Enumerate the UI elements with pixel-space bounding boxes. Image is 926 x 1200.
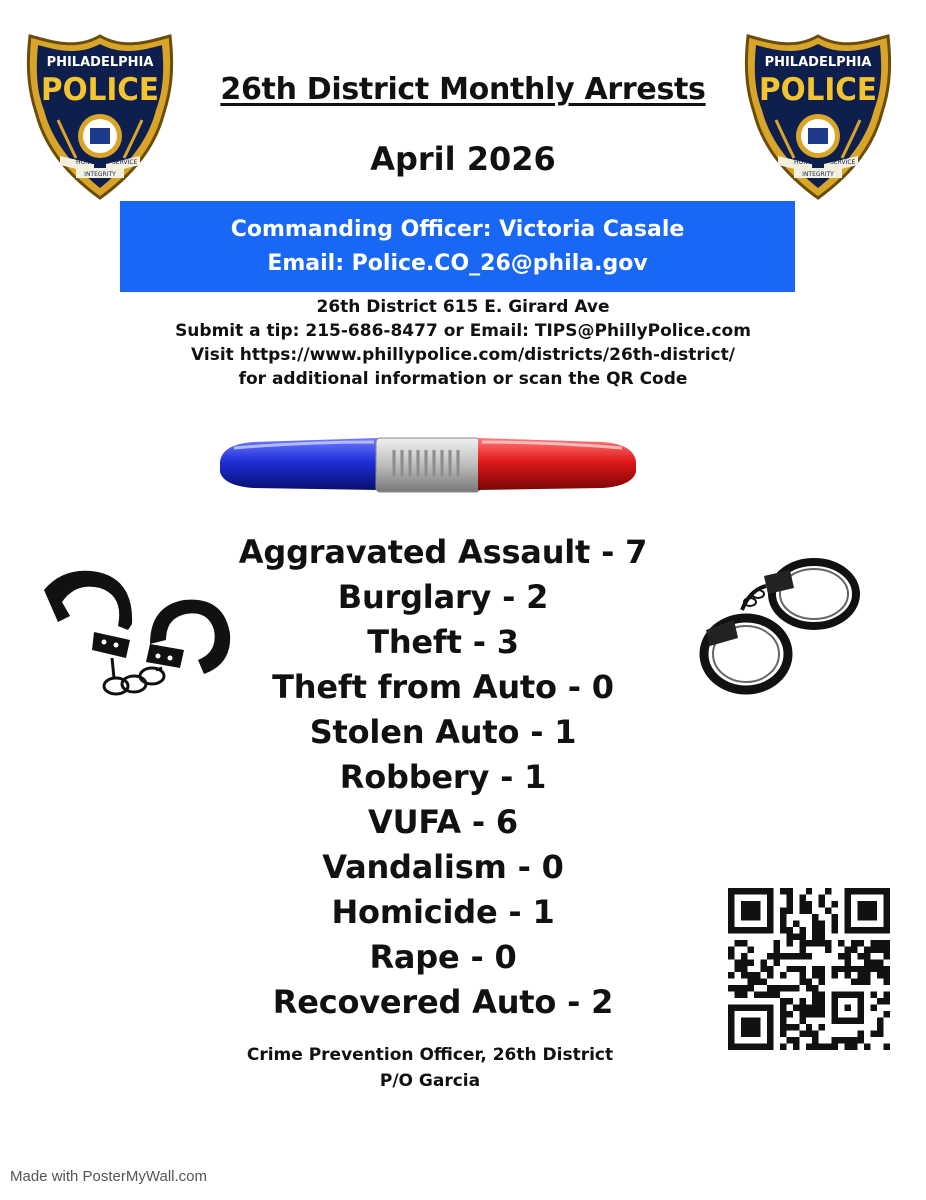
made-with-credit[interactable]: Made with PosterMyWall.com bbox=[10, 1168, 207, 1185]
badge-line2: POLICE bbox=[759, 72, 877, 108]
commanding-officer-email: Email: Police.CO_26@phila.gov bbox=[267, 250, 648, 276]
commanding-officer-line: Commanding Officer: Victoria Casale bbox=[230, 216, 685, 242]
crime-prevention-officer-title: Crime Prevention Officer, 26th District bbox=[246, 1045, 614, 1065]
badge-left-word: HONOR bbox=[794, 159, 817, 166]
badge-left-word: HONOR bbox=[76, 159, 99, 166]
arrest-item: Theft - 3 bbox=[367, 623, 519, 661]
report-month: April 2026 bbox=[370, 140, 556, 178]
arrest-item: Homicide - 1 bbox=[331, 893, 555, 931]
tip-line: Submit a tip: 215-686-8477 or Email: TIPS@PhillyPolice.com bbox=[175, 321, 751, 341]
qr-code-icon[interactable] bbox=[728, 888, 890, 1050]
badge-right-word: SERVICE bbox=[112, 159, 138, 166]
arrest-item: Rape - 0 bbox=[369, 938, 517, 976]
commanding-officer-banner bbox=[120, 201, 795, 292]
badge-line1: PHILADELPHIA bbox=[764, 55, 872, 70]
district-address: 26th District 615 E. Girard Ave bbox=[316, 297, 610, 317]
police-lightbar-icon bbox=[214, 432, 642, 496]
badge-line2: POLICE bbox=[41, 72, 159, 108]
arrest-item: Vandalism - 0 bbox=[322, 848, 564, 886]
badge-line1: PHILADELPHIA bbox=[46, 55, 154, 70]
handcuffs-right-icon bbox=[694, 550, 864, 700]
crime-prevention-officer-name: P/O Garcia bbox=[379, 1071, 481, 1091]
handcuffs-left-icon bbox=[34, 560, 240, 710]
arrest-item: VUFA - 6 bbox=[368, 803, 518, 841]
badge-right-word: SERVICE bbox=[830, 159, 856, 166]
badge-center-word: INTEGRITY bbox=[802, 171, 834, 178]
arrest-item: Burglary - 2 bbox=[337, 578, 549, 616]
more-info-line: for additional information or scan the QR Code bbox=[238, 369, 688, 389]
website-line: Visit https://www.phillypolice.com/districts/26th-district/ bbox=[191, 345, 735, 365]
arrest-item: Stolen Auto - 1 bbox=[309, 713, 577, 751]
arrest-item: Aggravated Assault - 7 bbox=[238, 533, 648, 571]
page-title: 26th District Monthly Arrests bbox=[220, 72, 706, 107]
arrest-item: Recovered Auto - 2 bbox=[272, 983, 614, 1021]
arrest-item: Robbery - 1 bbox=[339, 758, 547, 796]
badge-center-word: INTEGRITY bbox=[84, 171, 116, 178]
arrest-item: Theft from Auto - 0 bbox=[272, 668, 614, 706]
